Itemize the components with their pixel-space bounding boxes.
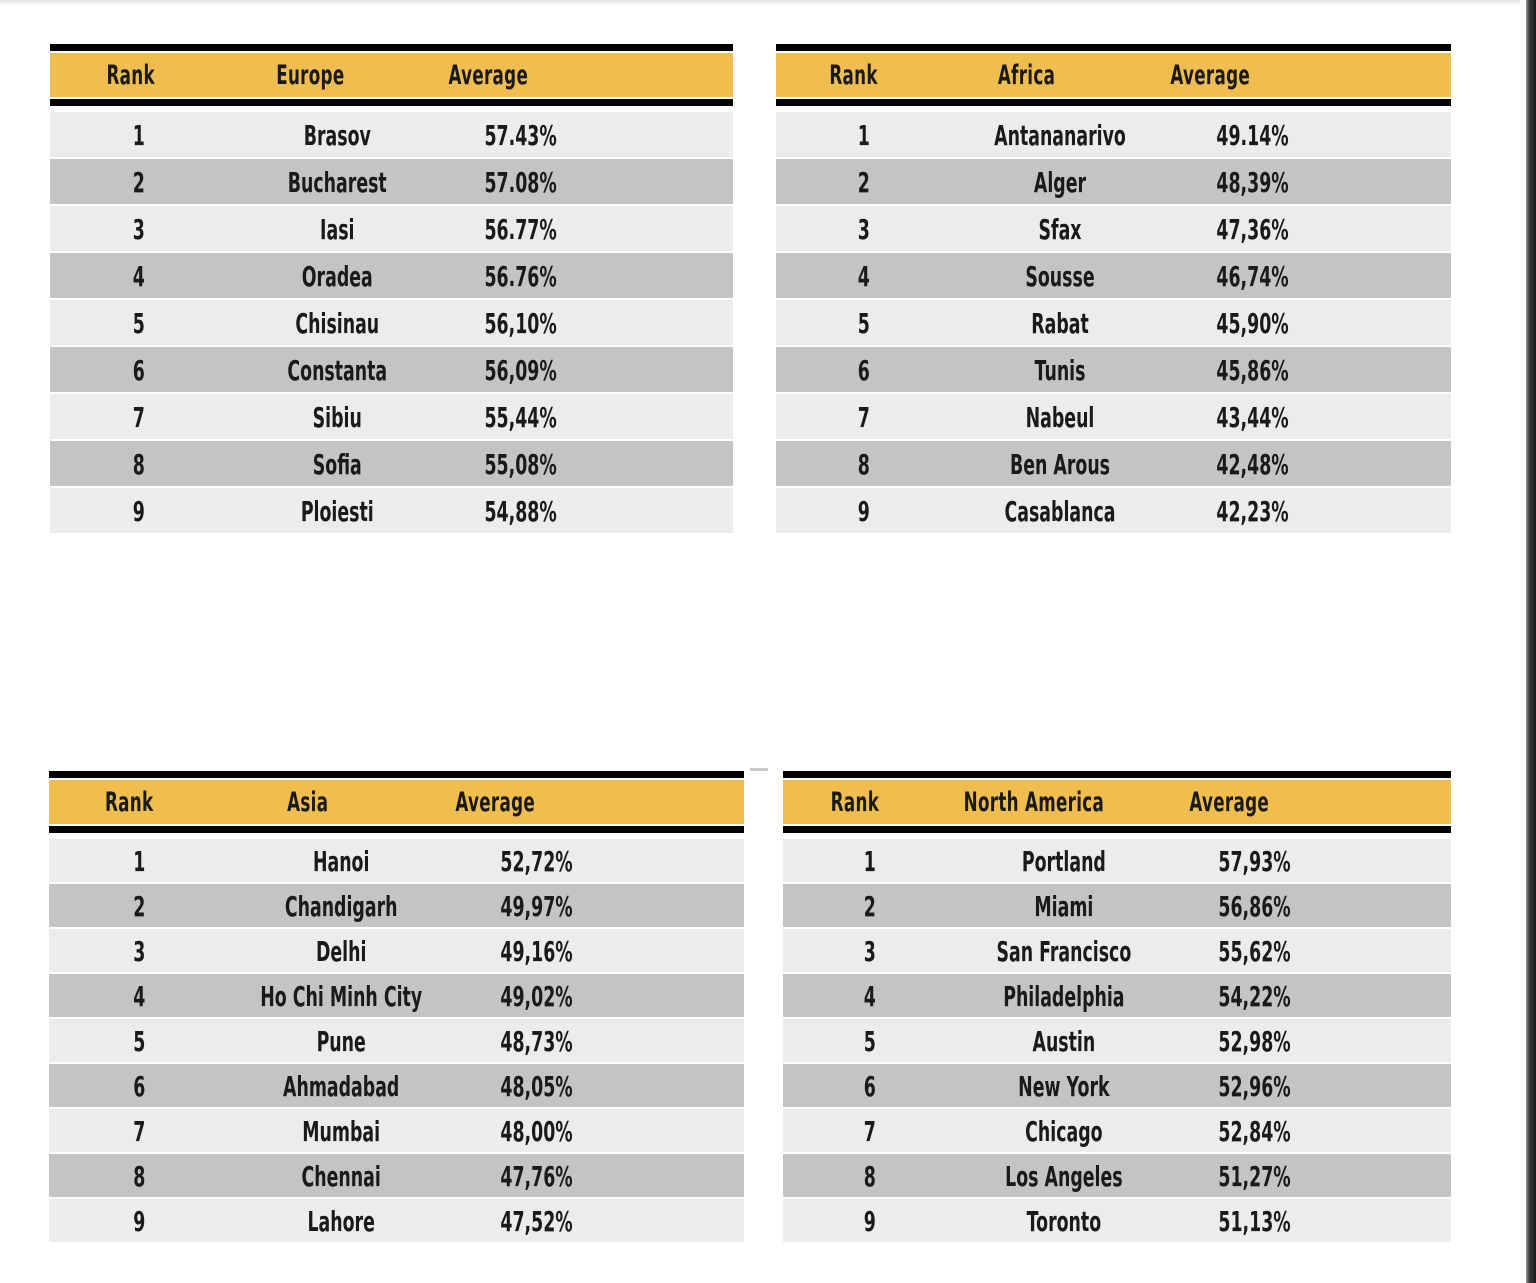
rank-cell: 2 — [132, 166, 145, 199]
average-cell: 55,62% — [1218, 935, 1292, 968]
rank-cell: 3 — [857, 213, 870, 246]
city-cell: Alger — [1033, 166, 1086, 199]
rank-cell: 1 — [863, 845, 876, 878]
rank-cell: 7 — [133, 1115, 146, 1148]
city-cell: Mumbai — [301, 1115, 380, 1148]
rank-cell: 6 — [133, 1070, 146, 1103]
table-row — [783, 1062, 1451, 1107]
city-cell: Casablanca — [1004, 495, 1115, 528]
table-row — [49, 1152, 744, 1197]
rank-cell: 8 — [863, 1160, 876, 1193]
average-cell: 56,09% — [484, 354, 557, 387]
north-america-ranking-table — [783, 771, 1451, 1242]
rank-cell: 4 — [132, 260, 145, 293]
city-cell: Ploiesti — [300, 495, 374, 528]
table-row — [776, 157, 1451, 204]
rank-cell: 5 — [857, 307, 870, 340]
city-cell: Sousse — [1024, 260, 1095, 293]
average-cell: 48,39% — [1215, 166, 1289, 199]
table-row — [49, 1197, 744, 1242]
asia-ranking-table — [49, 771, 744, 1242]
table-row — [783, 1152, 1451, 1197]
average-cell: 56,10% — [484, 307, 557, 340]
rank-cell: 1 — [857, 119, 870, 152]
city-cell: Chicago — [1024, 1115, 1103, 1148]
average-cell: 55,44% — [484, 401, 557, 434]
rank-cell: 8 — [132, 448, 145, 481]
table-row — [783, 1107, 1451, 1152]
rank-cell: 8 — [857, 448, 870, 481]
table-row — [49, 927, 744, 972]
average-cell: 56,86% — [1218, 890, 1292, 923]
average-cell: 49,02% — [500, 980, 573, 1013]
city-cell: Brasov — [303, 119, 371, 152]
average-cell: 55,08% — [484, 448, 557, 481]
city-cell: Pune — [316, 1025, 366, 1058]
city-cell: Chennai — [301, 1160, 381, 1193]
average-cell: 52,96% — [1218, 1070, 1292, 1103]
city-cell: Sibiu — [312, 401, 362, 434]
table-row — [783, 927, 1451, 972]
table-row — [776, 439, 1451, 486]
rank-cell: 9 — [857, 495, 870, 528]
average-cell: 51,27% — [1218, 1160, 1292, 1193]
city-cell: Philadelphia — [1002, 980, 1125, 1013]
table-header — [776, 44, 1451, 106]
region-column-header: Africa — [998, 59, 1056, 91]
city-cell: Antananarivo — [993, 119, 1126, 152]
rank-cell: 7 — [132, 401, 145, 434]
city-cell: Chisinau — [294, 307, 379, 340]
window-right-edge — [1526, 0, 1536, 1283]
region-column-header: Europe — [276, 59, 345, 91]
city-cell: Austin — [1032, 1025, 1095, 1058]
table-row — [776, 204, 1451, 251]
region-column-header: North America — [963, 786, 1104, 818]
rank-cell: 3 — [133, 935, 146, 968]
table-row — [50, 439, 733, 486]
average-cell: 49.14% — [1215, 119, 1289, 152]
city-cell: Toronto — [1026, 1205, 1101, 1238]
table-row — [49, 1062, 744, 1107]
city-cell: Constanta — [286, 354, 387, 387]
average-cell: 47,52% — [500, 1205, 573, 1238]
average-cell: 42,23% — [1215, 495, 1289, 528]
average-column-header: Average — [455, 786, 535, 818]
rank-cell: 6 — [863, 1070, 876, 1103]
table-row — [776, 251, 1451, 298]
rank-column-header: Rank — [829, 59, 878, 91]
table-row — [50, 204, 733, 251]
rank-cell: 6 — [132, 354, 145, 387]
table-row — [776, 486, 1451, 533]
table-body — [49, 837, 744, 1242]
average-column-header: Average — [1188, 786, 1269, 818]
table-body — [783, 837, 1451, 1242]
average-cell: 49,97% — [500, 890, 573, 923]
city-cell: Ahmadabad — [282, 1070, 400, 1103]
city-cell: New York — [1017, 1070, 1110, 1103]
table-row — [50, 110, 733, 157]
average-cell: 45,86% — [1215, 354, 1289, 387]
city-cell: Ho Chi Minh City — [259, 980, 422, 1013]
table-row — [776, 110, 1451, 157]
page-top-shadow — [0, 0, 1520, 6]
table-row — [49, 882, 744, 927]
table-row — [783, 1197, 1451, 1242]
city-cell: Ben Arous — [1009, 448, 1110, 481]
rank-cell: 8 — [133, 1160, 146, 1193]
table-row — [49, 1107, 744, 1152]
table-row — [50, 157, 733, 204]
city-cell: Nabeul — [1025, 401, 1094, 434]
average-column-header: Average — [448, 59, 529, 91]
city-cell: Iasi — [319, 213, 355, 246]
rank-cell: 4 — [857, 260, 870, 293]
city-cell: Portland — [1021, 845, 1106, 878]
table-header — [49, 771, 744, 833]
average-cell: 48,05% — [500, 1070, 573, 1103]
average-cell: 52,84% — [1218, 1115, 1292, 1148]
table-row — [50, 486, 733, 533]
rank-cell: 5 — [863, 1025, 876, 1058]
rank-cell: 1 — [132, 119, 145, 152]
city-cell: Hanoi — [312, 845, 370, 878]
rank-column-header: Rank — [106, 59, 155, 91]
table-row — [50, 345, 733, 392]
page-mark — [750, 768, 768, 771]
africa-ranking-table — [776, 44, 1451, 533]
average-cell: 52,98% — [1218, 1025, 1292, 1058]
average-cell: 48,00% — [500, 1115, 573, 1148]
city-cell: Chandigarh — [284, 890, 398, 923]
rank-cell: 2 — [133, 890, 146, 923]
city-cell: Delhi — [315, 935, 367, 968]
average-cell: 56.77% — [484, 213, 557, 246]
city-cell: Lahore — [307, 1205, 375, 1238]
rank-cell: 9 — [133, 1205, 146, 1238]
rank-column-header: Rank — [104, 786, 154, 818]
average-cell: 57.08% — [484, 166, 557, 199]
table-row — [776, 392, 1451, 439]
city-cell: Rabat — [1030, 307, 1089, 340]
city-cell: Oradea — [301, 260, 373, 293]
rank-cell: 3 — [132, 213, 145, 246]
city-cell: Sofia — [312, 448, 362, 481]
table-row — [49, 972, 744, 1017]
rank-cell: 5 — [132, 307, 145, 340]
table-header — [783, 771, 1451, 833]
table-row — [776, 345, 1451, 392]
table-row — [783, 1017, 1451, 1062]
rank-cell: 4 — [863, 980, 876, 1013]
average-cell: 47,76% — [500, 1160, 573, 1193]
table-header — [50, 44, 733, 106]
city-cell: Sfax — [1038, 213, 1081, 246]
average-column-header: Average — [1170, 59, 1251, 91]
average-cell: 51,13% — [1218, 1205, 1292, 1238]
rank-cell: 9 — [863, 1205, 876, 1238]
average-cell: 54,88% — [484, 495, 557, 528]
average-cell: 49,16% — [500, 935, 573, 968]
average-cell: 57.43% — [484, 119, 557, 152]
average-cell: 57,93% — [1218, 845, 1292, 878]
average-cell: 48,73% — [500, 1025, 573, 1058]
rank-cell: 2 — [857, 166, 870, 199]
table-row — [783, 837, 1451, 882]
table-row — [776, 298, 1451, 345]
rank-column-header: Rank — [830, 786, 880, 818]
rank-cell: 9 — [132, 495, 145, 528]
region-column-header: Asia — [287, 786, 329, 818]
rank-cell: 7 — [857, 401, 870, 434]
rank-cell: 4 — [133, 980, 146, 1013]
table-row — [783, 972, 1451, 1017]
rank-cell: 3 — [863, 935, 876, 968]
table-row — [50, 392, 733, 439]
average-cell: 42,48% — [1215, 448, 1289, 481]
city-cell: San Francisco — [996, 935, 1131, 968]
city-cell: Los Angeles — [1004, 1160, 1123, 1193]
average-cell: 47,36% — [1215, 213, 1289, 246]
table-body — [50, 110, 733, 533]
table-row — [50, 251, 733, 298]
table-row — [49, 1017, 744, 1062]
average-cell: 45,90% — [1215, 307, 1289, 340]
average-cell: 56.76% — [484, 260, 557, 293]
average-cell: 43,44% — [1215, 401, 1289, 434]
rank-cell: 5 — [133, 1025, 146, 1058]
average-cell: 54,22% — [1218, 980, 1292, 1013]
table-body — [776, 110, 1451, 533]
city-cell: Bucharest — [287, 166, 387, 199]
rank-cell: 7 — [863, 1115, 876, 1148]
city-cell: Miami — [1034, 890, 1094, 923]
rank-cell: 1 — [133, 845, 146, 878]
table-row — [49, 837, 744, 882]
rank-cell: 2 — [863, 890, 876, 923]
table-row — [50, 298, 733, 345]
table-row — [783, 882, 1451, 927]
rank-cell: 6 — [857, 354, 870, 387]
average-cell: 46,74% — [1215, 260, 1289, 293]
city-cell: Tunis — [1034, 354, 1085, 387]
average-cell: 52,72% — [500, 845, 573, 878]
europe-ranking-table — [50, 44, 733, 533]
